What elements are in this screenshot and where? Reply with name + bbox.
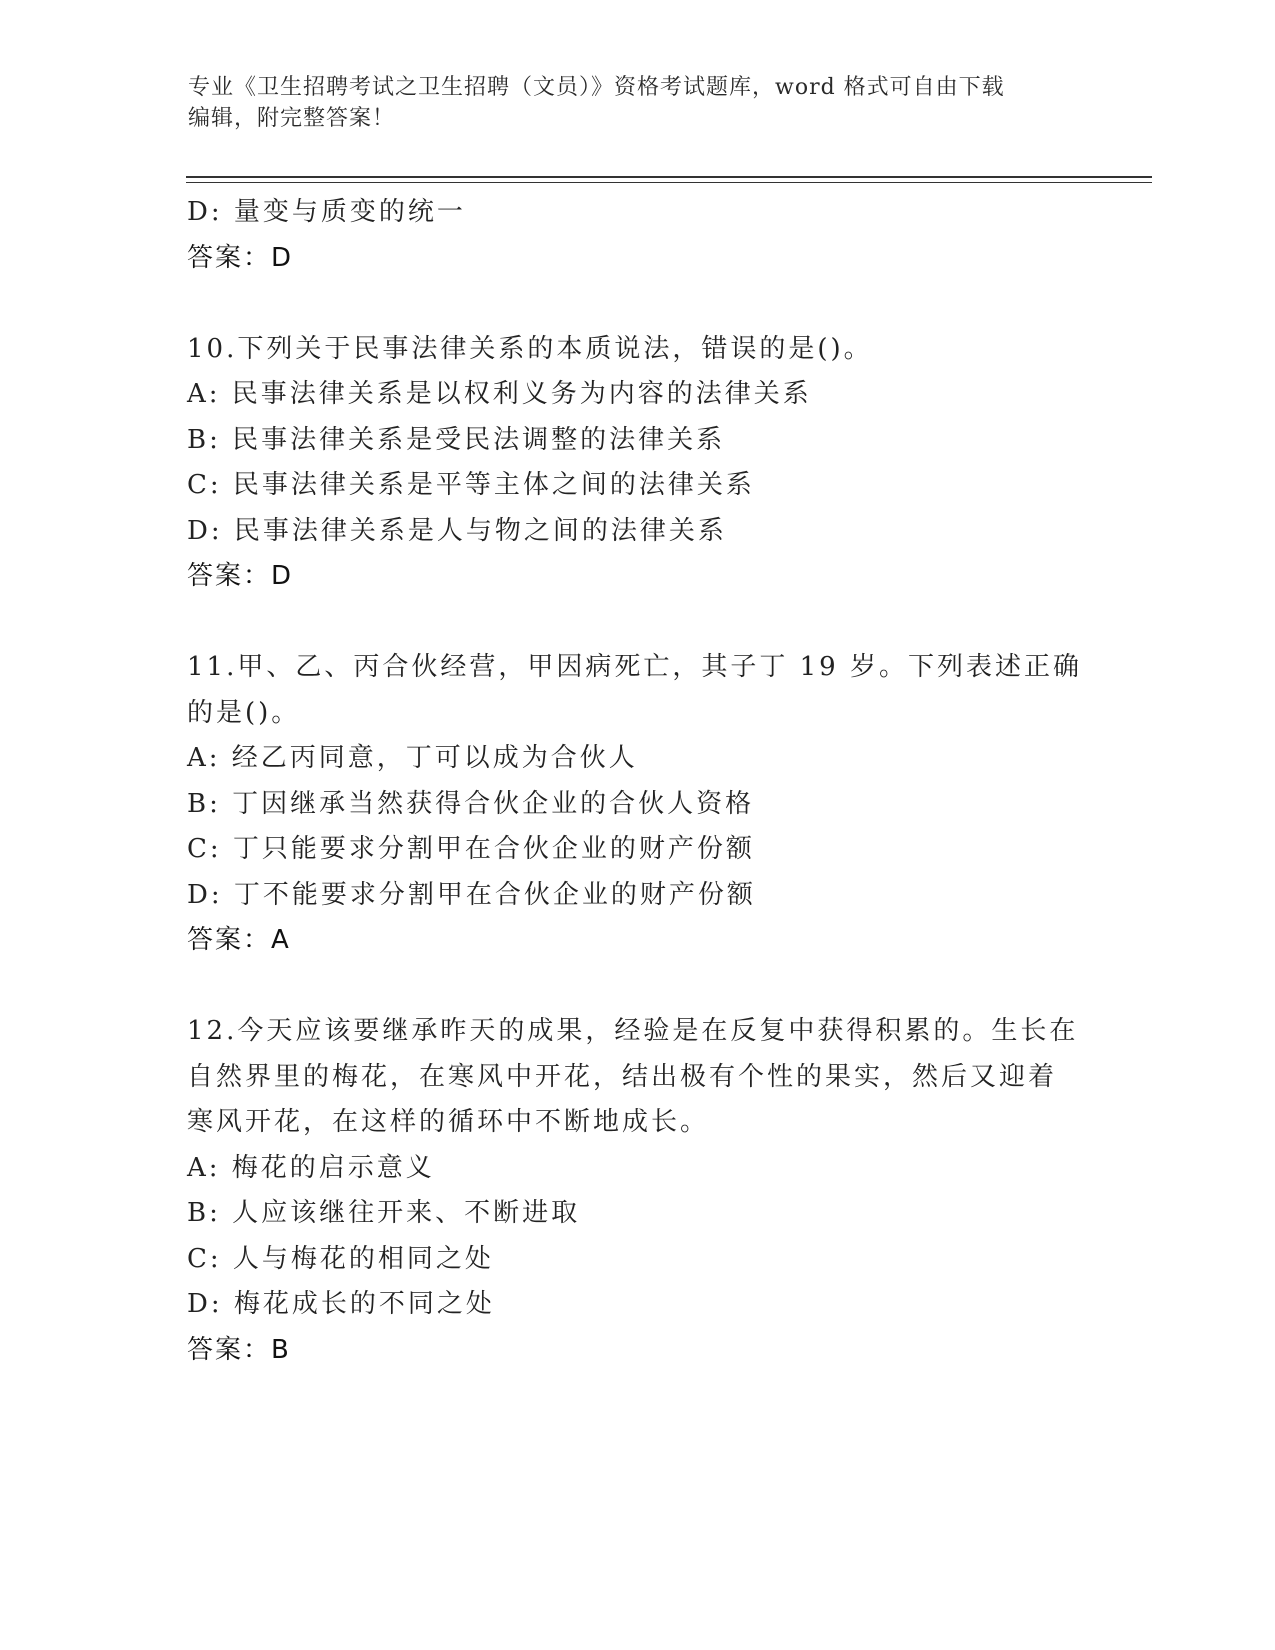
option-d: D: 梅花成长的不同之处	[187, 1289, 495, 1319]
question-10	[187, 327, 1087, 600]
question-stem-line-2: 自然界里的梅花，在寒风中开花，结出极有个性的果实，然后又迎着	[187, 1061, 1058, 1092]
question-stem-line-3: 寒风开花，在这样的循环中不断地成长。	[187, 1107, 710, 1137]
question-gap	[187, 964, 1087, 1010]
option-b: B: 民事法律关系是受民法调整的法律关系	[187, 424, 726, 455]
question-stem: 10.下列关于民事法律关系的本质说法，错误的是()。	[187, 333, 873, 364]
option-c: C: 人与梅花的相同之处	[187, 1243, 494, 1274]
question-9	[187, 190, 1087, 281]
question-12	[187, 1009, 1087, 1373]
question-11	[187, 645, 1087, 964]
question-stem-line-1: 11.甲、乙、丙合伙经营，甲因病死亡，其子丁 19 岁。下列表述正确	[187, 652, 1082, 682]
question-gap	[187, 281, 1087, 327]
option-b: B: 丁因继承当然获得合伙企业的合伙人资格	[187, 788, 755, 819]
question-list	[187, 190, 1087, 1373]
header-rule-thick	[186, 176, 1152, 178]
header-rule-thin	[186, 182, 1152, 183]
question-gap	[187, 600, 1087, 646]
document-header	[188, 72, 1088, 134]
option-d: D: 量变与质变的统一	[187, 197, 466, 227]
answer-label: 答案：D	[187, 242, 294, 273]
option-a: A: 经乙丙同意，丁可以成为合伙人	[187, 743, 638, 773]
answer-label: 答案：A	[187, 925, 291, 955]
option-a: A: 民事法律关系是以权利义务为内容的法律关系	[187, 379, 812, 409]
option-b: B: 人应该继往开来、不断进取	[187, 1198, 581, 1228]
answer-label: 答案：B	[187, 1334, 291, 1365]
option-d: D: 丁不能要求分割甲在合伙企业的财产份额	[187, 879, 756, 910]
question-stem-line-2: 的是()。	[187, 697, 301, 728]
question-stem-line-1: 12.今天应该要继承昨天的成果，经验是在反复中获得积累的。生长在	[187, 1016, 1079, 1046]
option-c: C: 丁只能要求分割甲在合伙企业的财产份额	[187, 834, 755, 864]
header-line-1: 专业《卫生招聘考试之卫生招聘（文员）》资格考试题库，word 格式可自由下载	[188, 75, 1005, 100]
answer-label: 答案：D	[187, 561, 294, 591]
option-c: C: 民事法律关系是平等主体之间的法律关系	[187, 470, 755, 500]
option-d: D: 民事法律关系是人与物之间的法律关系	[187, 515, 727, 546]
option-a: A: 梅花的启示意义	[187, 1152, 435, 1183]
header-line-2: 编辑，附完整答案！	[188, 106, 396, 131]
